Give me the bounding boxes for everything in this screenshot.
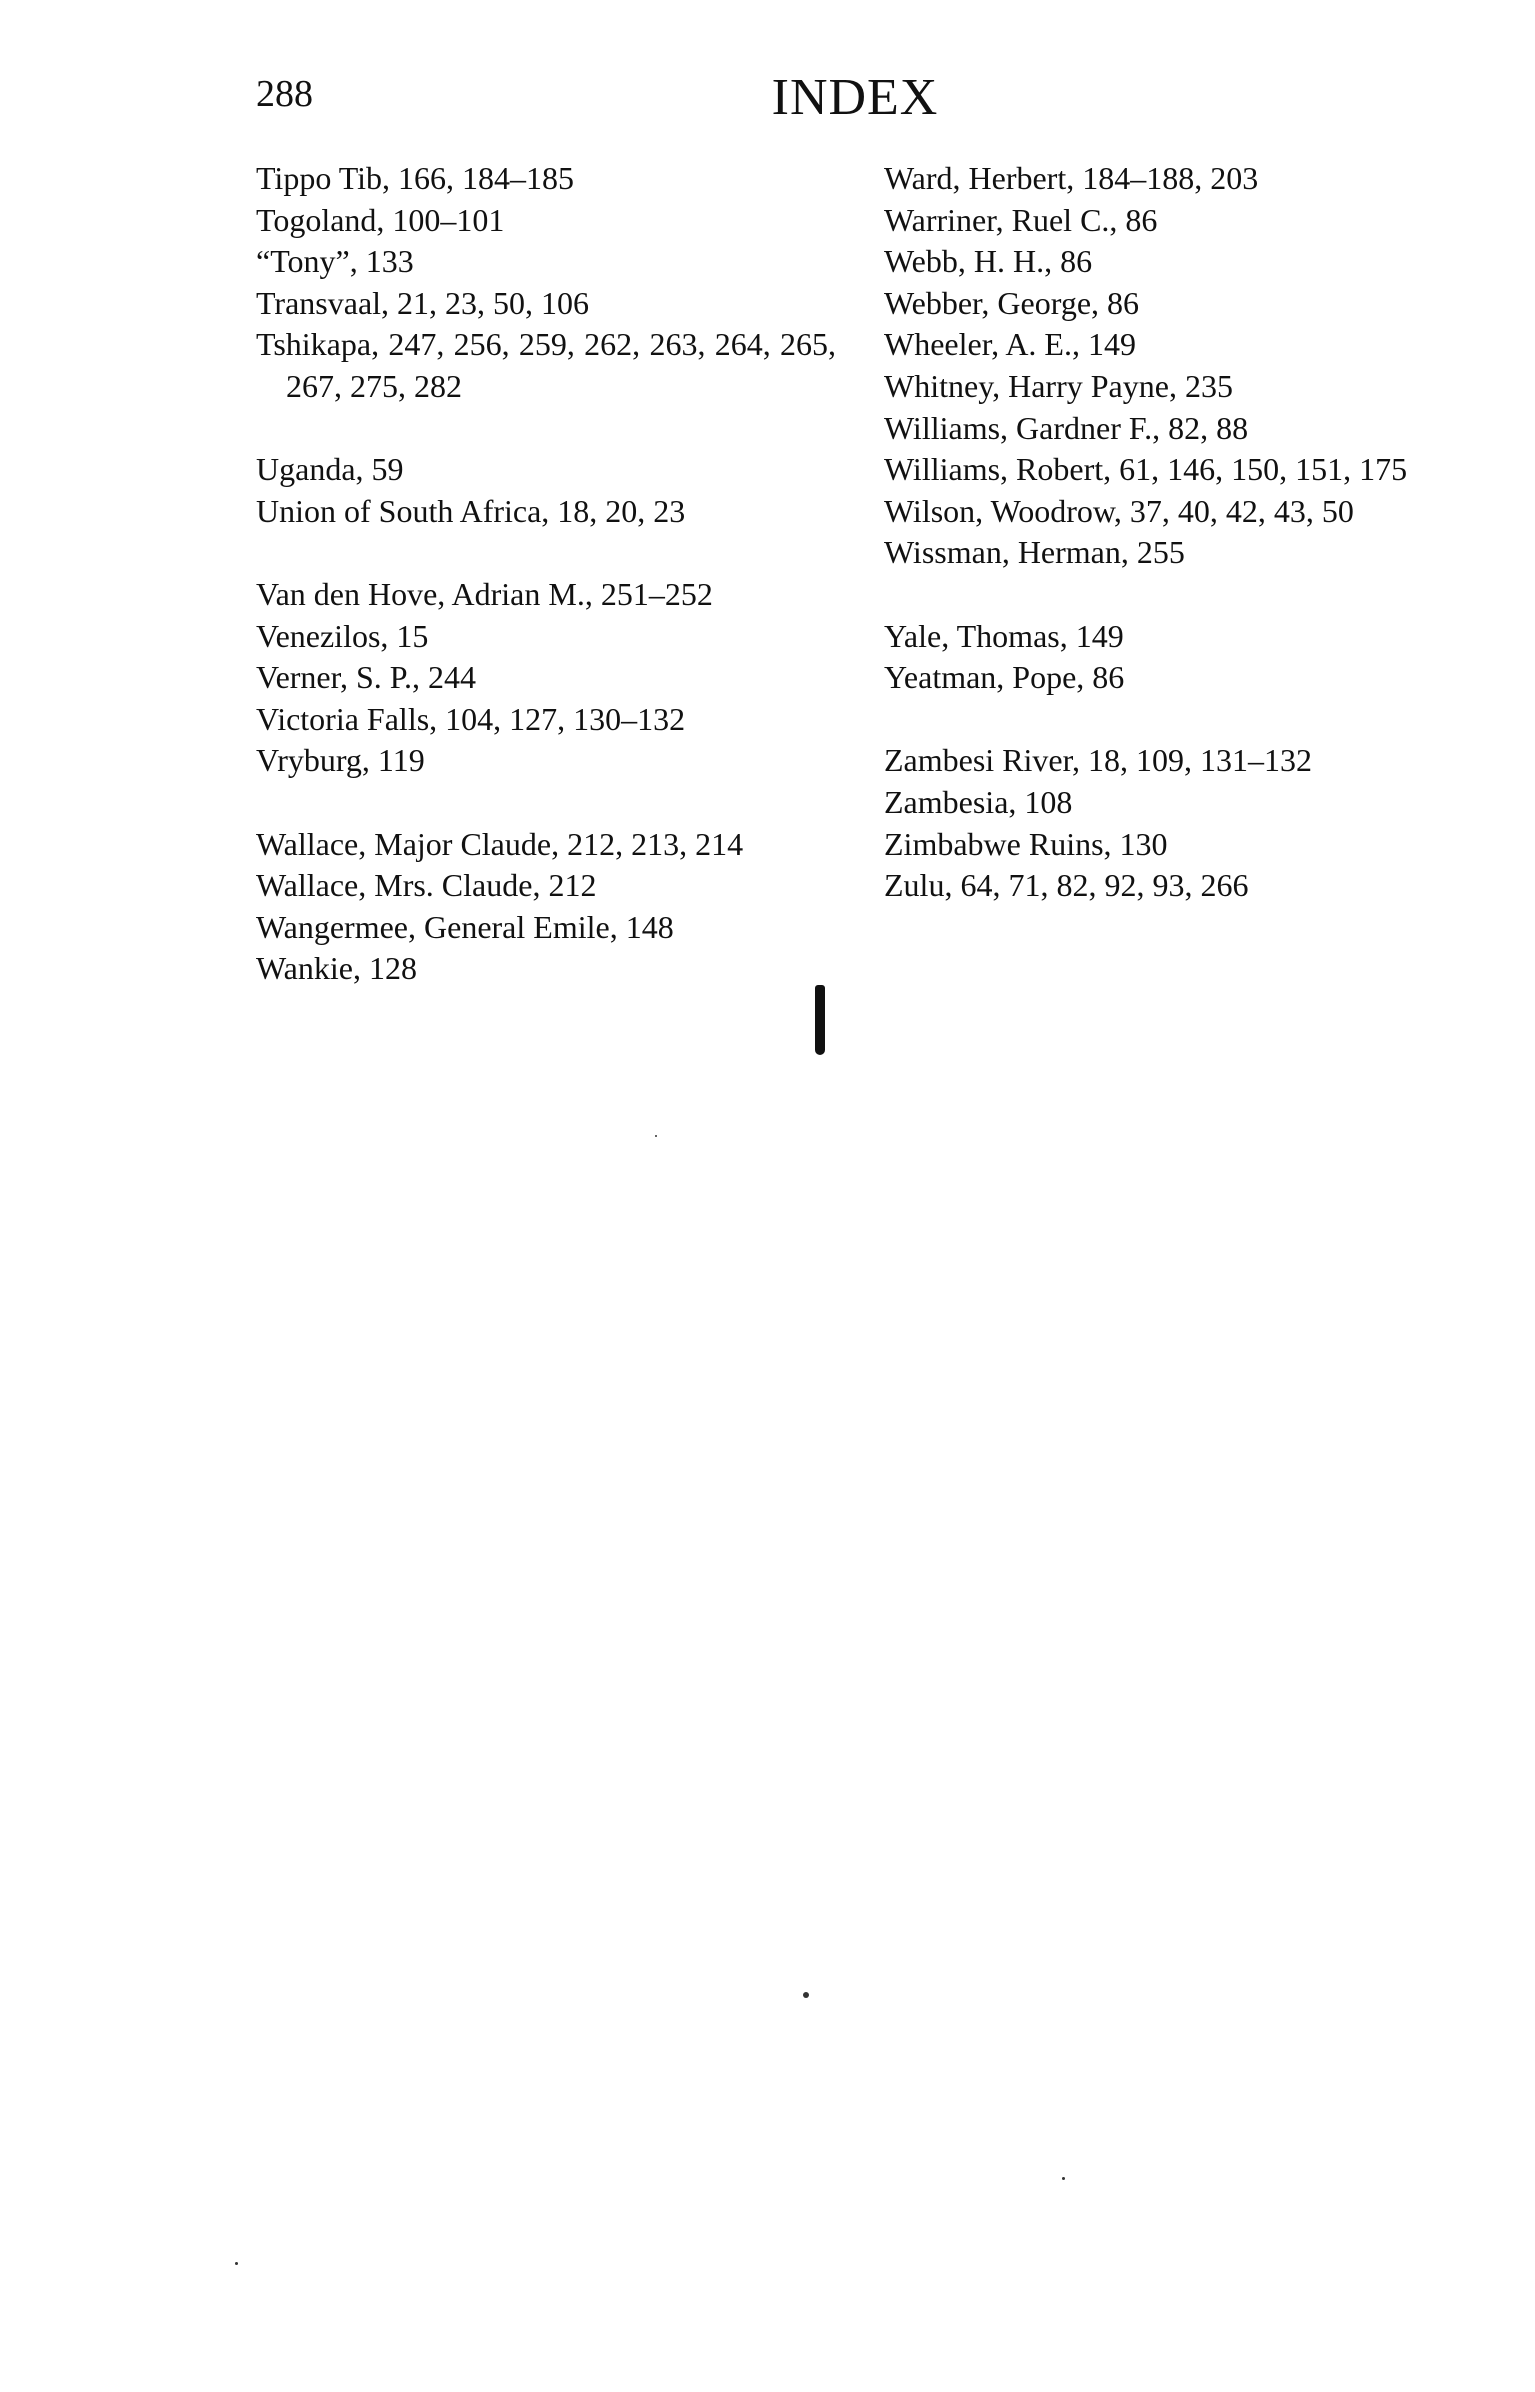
index-entry: Wissman, Herman, 255 xyxy=(884,534,1185,571)
index-entry: Wilson, Woodrow, 37, 40, 42, 43, 50 xyxy=(884,492,1354,529)
index-group-z xyxy=(884,740,1464,906)
index-entry: Zulu, 64, 71, 82, 92, 93, 266 xyxy=(884,867,1249,904)
index-entry: Williams, Gardner F., 82, 88 xyxy=(884,409,1249,446)
index-entry: Victoria Falls, 104, 127, 130–132 xyxy=(256,700,686,737)
index-entry: Webber, George, 86 xyxy=(884,284,1140,321)
index-entry: Whitney, Harry Payne, 235 xyxy=(884,367,1233,404)
index-right-column xyxy=(884,158,1464,907)
ink-speck xyxy=(235,2262,238,2265)
ink-mark xyxy=(815,985,825,1055)
index-group-w xyxy=(884,158,1464,574)
index-entry: Williams, Robert, 61, 146, 150, 151, 175 xyxy=(884,451,1408,488)
index-entry: Zambesia, 108 xyxy=(884,783,1073,820)
index-entry: Wallace, Mrs. Claude, 212 xyxy=(256,867,597,904)
group-spacer xyxy=(256,782,836,824)
index-entry: Wankie, 128 xyxy=(256,950,417,987)
index-group-w xyxy=(256,824,836,990)
index-entry: Yeatman, Pope, 86 xyxy=(884,659,1125,696)
index-group-t xyxy=(256,158,836,408)
index-entry: Zimbabwe Ruins, 130 xyxy=(884,825,1168,862)
group-spacer xyxy=(884,574,1464,616)
page-number: 288 xyxy=(256,73,313,115)
index-entry: Venezilos, 15 xyxy=(256,617,429,654)
index-entry: Union of South Africa, 18, 20, 23 xyxy=(256,492,686,529)
index-entry: Transvaal, 21, 23, 50, 106 xyxy=(256,284,590,321)
index-entry: Tshikapa, 247, 256, 259, 262, 263, 264, 265, 267, 275, 282 xyxy=(256,326,836,404)
index-left-column xyxy=(256,158,836,990)
index-entry: Van den Hove, Adrian M., 251–252 xyxy=(256,575,713,612)
index-entry: Wallace, Major Claude, 212, 213, 214 xyxy=(256,825,744,862)
index-entry: Wheeler, A. E., 149 xyxy=(884,326,1136,363)
index-entry: Vryburg, 119 xyxy=(256,742,425,779)
index-entry: Webb, H. H., 86 xyxy=(884,243,1093,280)
ink-speck xyxy=(803,1992,809,1998)
index-entry: Wangermee, General Emile, 148 xyxy=(256,908,674,945)
ink-speck xyxy=(1062,2177,1065,2180)
index-entry: Zambesi River, 18, 109, 131–132 xyxy=(884,742,1312,779)
index-entry: Warriner, Ruel C., 86 xyxy=(884,201,1158,238)
index-entry: Ward, Herbert, 184–188, 203 xyxy=(884,160,1259,196)
page-title: INDEX xyxy=(771,69,939,126)
index-group-u xyxy=(256,449,836,532)
group-spacer xyxy=(256,408,836,450)
group-spacer xyxy=(884,699,1464,741)
ink-speck xyxy=(655,1135,657,1137)
index-entry: Yale, Thomas, 149 xyxy=(884,617,1124,654)
group-spacer xyxy=(256,532,836,574)
index-entry: Togoland, 100–101 xyxy=(256,201,505,238)
index-entry: “Tony”, 133 xyxy=(256,243,414,280)
index-entry: Tippo Tib, 166, 184–185 xyxy=(256,160,575,196)
index-group-y xyxy=(884,616,1464,699)
index-entry: Uganda, 59 xyxy=(256,451,404,488)
index-group-v xyxy=(256,574,836,782)
index-entry: Verner, S. P., 244 xyxy=(256,659,477,696)
